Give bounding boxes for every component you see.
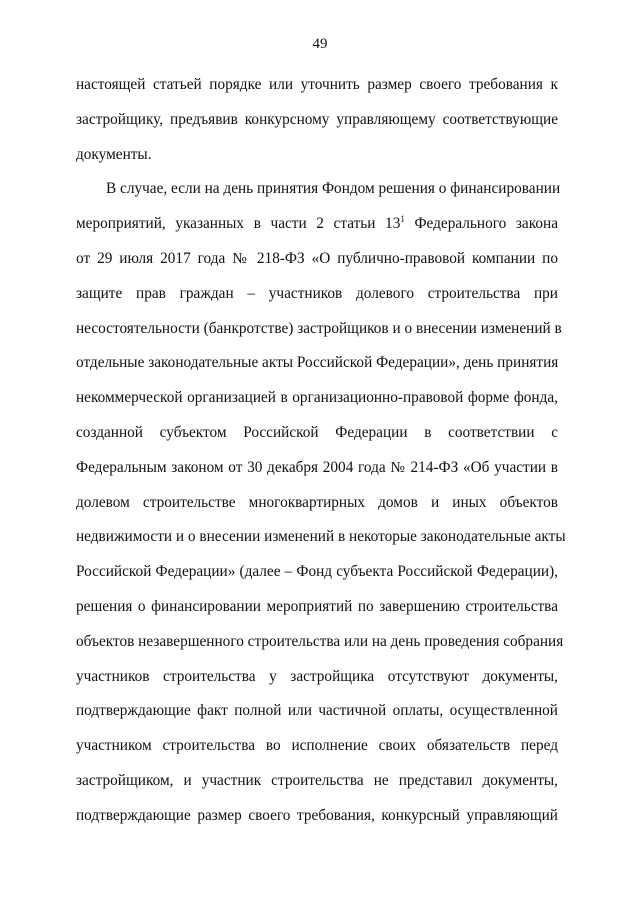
text-line: настоящей статьей порядке или уточнить размер своего требования к (76, 76, 558, 93)
text-line: Российской Федерации» (далее – Фонд субъекта Российской Федерации), (76, 563, 558, 581)
text-line: несостоятельности (банкротстве) застройщиков и о внесении изменений в (76, 319, 562, 337)
document-body (76, 68, 566, 834)
text-line: защите прав граждан – участников долевого строительства при (76, 284, 558, 302)
text-line: участником строительства во исполнение своих обязательств перед (76, 737, 558, 755)
text-line: застройщиком, и участник строительства не представил документы, (76, 771, 558, 789)
text-line: созданной субъектом Российской Федерации в соответствии с (76, 423, 558, 441)
text-line (76, 207, 558, 242)
text-line: подтверждающие факт полной или частичной оплаты, осуществленной (76, 702, 558, 720)
text-line: недвижимости и о внесении изменений в некоторые законодательные акты (76, 528, 566, 546)
text-segment: мероприятий, указанных в части 2 статьи 13 (76, 215, 401, 233)
text-line: некоммерческой организацией в организационно-правовой форме фонда, (76, 389, 558, 407)
text-line: документы. (76, 145, 152, 163)
page-number: 49 (312, 36, 328, 52)
text-line: подтверждающие размер своего требования, конкурсный управляющий (76, 806, 558, 824)
text-line: долевом строительстве многоквартирных домов и иных объектов (76, 493, 558, 511)
text-line: отдельные законодательные акты Российской Федерации», день принятия (76, 354, 559, 372)
text-line: застройщику, предъявив конкурсному управляющему соответствующие (76, 110, 558, 128)
text-line: объектов незавершенного строительства или на день проведения собрания (76, 632, 564, 650)
paragraph-start-line: В случае, если на день принятия Фондом решения о финансировании (106, 180, 561, 198)
text-line: решения о финансировании мероприятий по завершению строительства (76, 597, 558, 615)
text-line: от 29 июля 2017 года № 218-ФЗ «О публично-правовой компании по (76, 249, 558, 267)
superscript: 1 (400, 214, 405, 225)
text-line: Федеральным законом от 30 декабря 2004 года № 214-ФЗ «Об участии в (76, 458, 558, 476)
text-line: участников строительства у застройщика отсутствуют документы, (76, 667, 558, 685)
text-segment: Федерального закона (404, 215, 558, 233)
